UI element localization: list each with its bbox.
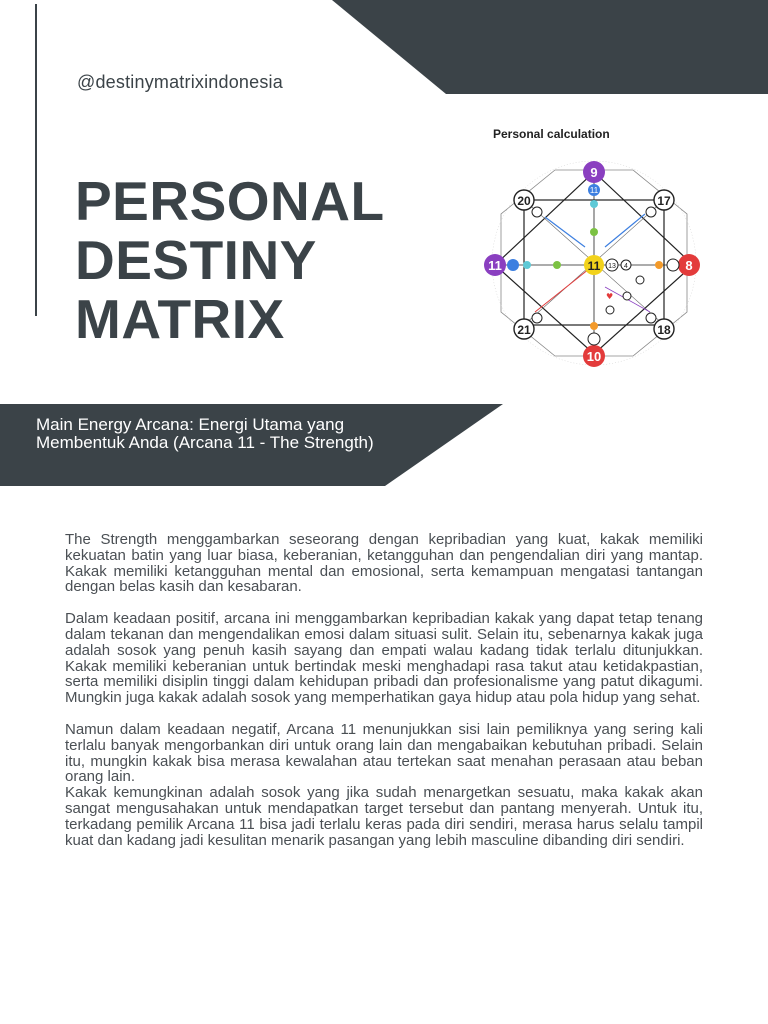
node-right-label: 8 [685,258,693,273]
svg-text:♥: ♥ [606,292,614,301]
node-left-label: 11 [488,258,502,273]
node-top-right-label: 17 [657,194,671,208]
title-line-1: PERSONAL [75,170,385,232]
node-bottom-label: 10 [586,349,602,364]
node-top-inner-label: 11 [589,186,599,195]
title-line-3: MATRIX [75,288,285,350]
node-center-label: 11 [587,259,601,273]
banner-text: Main Energy Arcana: Energi Utama yang Membentuk Anda (Arcana 11 - The Strength) [36,415,374,452]
node-top-label: 9 [590,165,598,180]
paragraph-2: Dalam keadaan positif, arcana ini menggambarkan kepribadian kakak yang dapat tetap tenang dalam tekanan dan mengendalikan emosi dalam situasi sulit. Selain itu, sebenarnya kakak juga adalah sosok yang penuh kasih sayang dan empati walau kadang tidak terlalu ditunjukkan. Kakak memiliki keberanian untuk bertindak meski menghadapi rasa takut atau ketidakpastian, serta memiliki disiplin tinggi dalam kehidupan pribadi dan profesionalisme yang patut dikagumi. Mungkin juga kakak adalah sosok yang memperhatikan gaya hidup atau pola hidup yang sehat. [65,610,703,707]
vertical-accent-line [35,4,37,316]
body-text [65,532,703,848]
paragraph-3: Namun dalam keadaan negatif, Arcana 11 menunjukkan sisi lain pemiliknya yang sering kali terlalu banyak mengorbankan diri untuk orang lain dan mengabaikan kebutuhan pribadi. Selain itu, mungkin kakak bisa merasa kewalahan atau tertekan saat menahan perasaan atau beban orang lain. [65,720,703,786]
paragraph-4: Kakak kemungkinan adalah sosok yang jika sudah menargetkan sesuatu, maka kakak akan sangat mengusahakan untuk mendapatkan target tersebut dan pantang menyerah. Untuk itu, terkadang pemilik Arcana 11 bisa jadi terlalu keras pada diri sendiri, merasa harus selalu tampil kuat dan kadang jadi kesulitan menarik pasangan yang lebih masculine dibanding diri sendiri. [65,784,703,849]
paragraph-1: The Strength menggambarkan seseorang dengan kepribadian yang kuat, kakak memiliki kekuatan batin yang luar biasa, keberanian, ketangguhan dan pengendalian diri yang mantap. Kakak memiliki ketangguhan mental dan emosional, serta kemampuan mengatasi tantangan dengan belas kasih dan kesabaran. [65,531,703,596]
title-line-2: DESTINY [75,229,317,291]
node-bottom-right-label: 18 [657,323,671,337]
node-bottom-left-label: 21 [517,323,531,337]
social-handle: @destinymatrixindonesia [77,72,283,92]
node-center-r2-label: 4 [624,263,628,270]
diagram-title: Personal calculation [493,127,610,141]
page-title [75,172,385,349]
destiny-matrix-diagram [475,152,715,374]
node-top-left-label: 20 [517,194,531,208]
node-center-r1-label: 13 [608,263,616,270]
